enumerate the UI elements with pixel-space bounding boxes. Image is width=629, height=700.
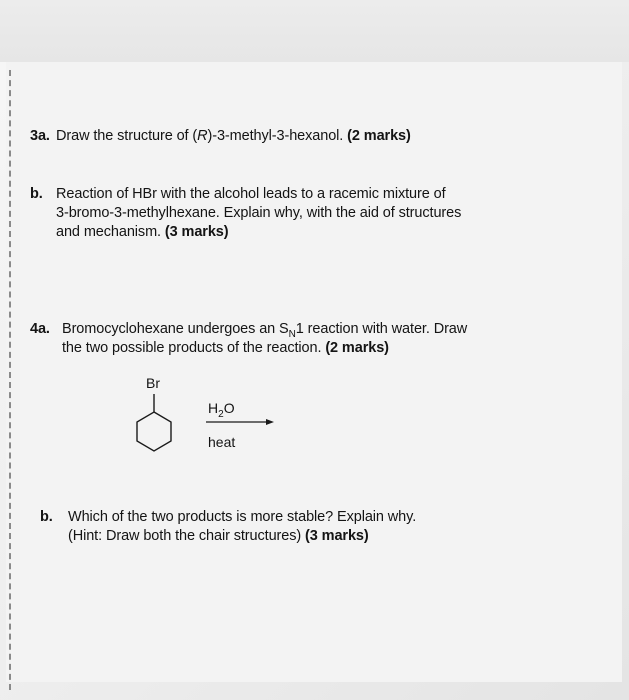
subscript-n: N [288,328,296,340]
reaction-scheme [128,372,288,467]
marks-label: (3 marks) [164,224,229,240]
question-number: b. [40,509,53,525]
paper-sheet [6,62,622,682]
background-band [0,0,629,62]
question-number: b. [30,186,43,202]
reagent-label: $H_2O$ [208,400,235,420]
question-text: Reaction of HBr with the alcohol leads to a racemic mixture of 3-bromo-3-methylhexane. Explain why, with the aid of structures and mechanism. (3 marks) [56,186,462,240]
cyclohexane-ring [137,412,171,451]
marks-label: (2 marks) [347,128,411,144]
reaction-arrow-head [266,419,274,425]
condition-label: heat [208,434,236,450]
question-text: Which of the two products is more stable? Explain why. (Hint: Draw both the chair structures) (3 marks) [68,509,417,544]
question-text: Draw the structure of (R)-3-methyl-3-hexanol. (2 marks) [56,128,411,144]
bromine-label: Br [146,375,160,391]
margin-dashed-line [9,70,11,690]
marks-label: (3 marks) [305,528,369,544]
question-number: 3a. [30,128,50,144]
question-text: Bromocyclohexane undergoes an $S_N1$ reaction with water. Draw the two possible products of the reaction. (2 marks) [62,321,468,356]
marks-label: (2 marks) [325,340,389,356]
stereo-descriptor: R [197,128,208,144]
question-number: 4a. [30,321,50,337]
